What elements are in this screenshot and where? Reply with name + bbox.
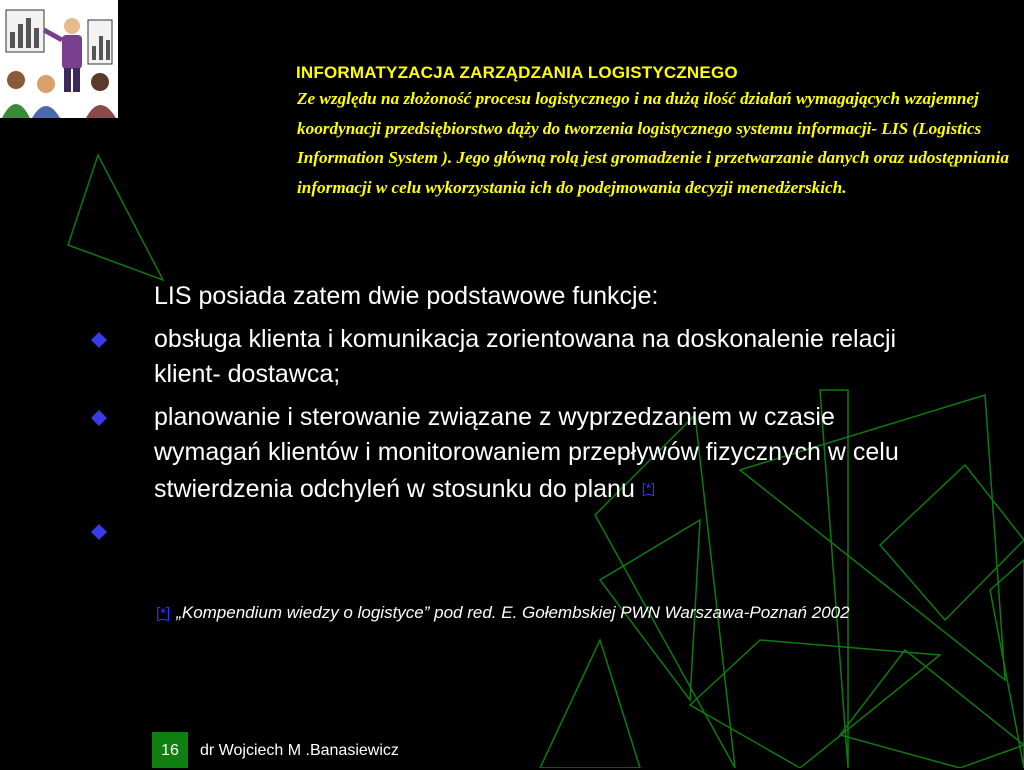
page-number-badge: 16 xyxy=(152,732,188,768)
footnote-marker-link[interactable]: [*] xyxy=(156,605,171,622)
diamond-bullet-icon xyxy=(90,331,108,349)
diamond-bullet-icon xyxy=(90,523,108,541)
author-footer: dr Wojciech M .Banasiewicz xyxy=(200,742,399,759)
bullet-item-2 xyxy=(154,400,914,508)
footnote-text: „Kompendium wiedzy o logistyce” pod red. E. Gołembskiej PWN Warszawa-Poznań 2002 xyxy=(176,603,850,622)
footnote-reference-link[interactable]: [*] xyxy=(641,479,656,496)
main-content xyxy=(154,279,914,549)
intro-paragraph: Ze względu na złożoność procesu logistycznego i na dużą ilość działań wymagających wzajemnej koordynacji przedsiębiorstwo dąży do tworzenia logistycznego systemu informacji- LIS (Logistics Information System ). Jego główną rolą jest gromadzenie i przetwarzanie danych oraz udostępniania informacji w celu wykorzystania ich do podejmowania decyzji menedżerskich. xyxy=(297,89,1009,197)
diamond-bullet-icon xyxy=(90,409,108,427)
lead-line: LIS posiada zatem dwie podstawowe funkcje: xyxy=(154,282,659,310)
slide-title: INFORMATYZACJA ZARZĄDZANIA LOGISTYCZNEGO xyxy=(296,63,738,82)
presenter-logo-icon xyxy=(0,0,118,118)
bullet-item-1 xyxy=(154,322,914,393)
bullet-item-empty xyxy=(154,514,914,549)
footnote xyxy=(156,600,916,626)
bullet-text-1: obsługa klienta i komunikacja zorientowana na doskonalenie relacji klient- dostawca; xyxy=(154,324,897,388)
bullet-text-2: planowanie i sterowanie związane z wyprzedzaniem w czasie wymagań klientów i monitorowaniem przepływów fizycznych w celu stwierdzenia odchyleń w stosunku do planu xyxy=(154,402,899,503)
